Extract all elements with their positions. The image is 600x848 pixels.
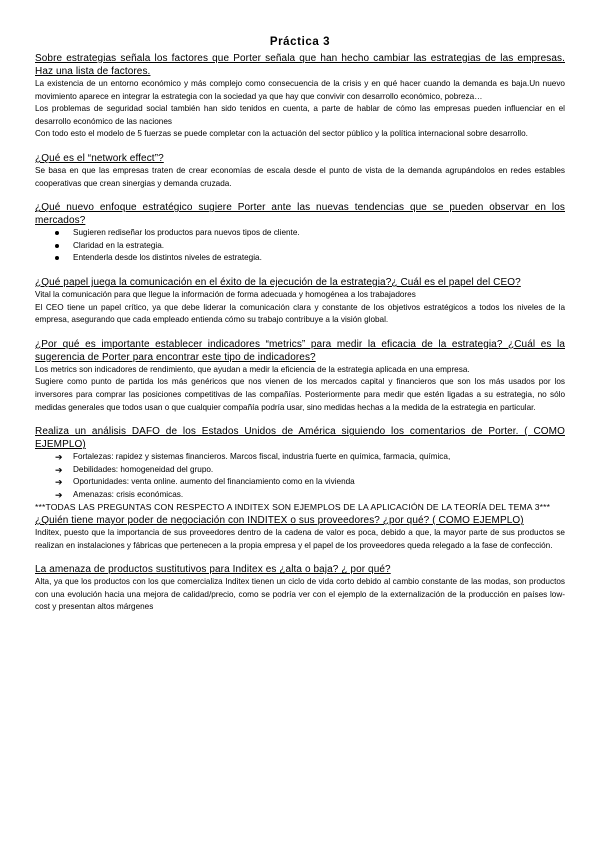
list-item: Sugieren rediseñar los productos para nuevos tipos de cliente. xyxy=(35,227,565,240)
right-arrow-icon: ➔ xyxy=(55,464,63,475)
list-item: ➔ Amenazas: crisis económicas. xyxy=(55,489,184,500)
list-item: ➔ Fortalezas: rapidez y sistemas financieros. Marcos fiscal, industria fuerte en química, farmacia, química, xyxy=(55,452,451,463)
list-item: ➔ Oportunidades: venta online. aumento del financiamiento como en la vivienda xyxy=(55,477,355,488)
bullet-dot-icon xyxy=(55,227,67,240)
question-bargaining-power: ¿Quién tiene mayor poder de negociación con INDITEX o sus proveedores? ¿por qué? ( COMO EJEMPLO) xyxy=(35,515,524,527)
answer-paragraph: Alta, ya que los productos con los que comercializa Inditex tienen un ciclo de vida corto debido al cambio constante de las modas, son productos con una evolución hacia una mejora de calidad/precio, como se podría ver con el ejemplo de la externalización de la producción en países low-cost y presentan altos márgenes xyxy=(35,577,565,612)
question-communication: ¿Qué papel juega la comunicación en el éxito de la ejecución de la estrategia?¿ Cuál es el papel del CEO? xyxy=(35,276,521,288)
answer-paragraph: Con todo esto el modelo de 5 fuerzas se puede completar con la actuación del sector público y la política internacional sobre desarrollo. xyxy=(35,129,528,139)
list-item: Claridad en la estrategia. xyxy=(35,240,565,253)
inditex-note: ***TODAS LAS PREGUNTAS CON RESPECTO A INDITEX SON EJEMPLOS DE LA APLICACIÓN DE LA TEORÍA DEL TEMA 3*** xyxy=(35,502,551,513)
page-title: Práctica 3 xyxy=(269,36,331,48)
answer-paragraph: Los metrics son indicadores de rendimiento, que ayudan a medir la eficiencia de la estrategia aplicada en una empresa. xyxy=(35,364,470,374)
question-substitutes: La amenaza de productos sustitutivos para Inditex es ¿alta o baja? ¿ por qué? xyxy=(35,564,391,576)
answer-paragraph: Los problemas de seguridad social también han sido tenidos en cuenta, a parte de hablar de cómo las empresas pueden influenciar en el desarrollo económico de las naciones xyxy=(35,104,565,126)
question-strategic-approach: ¿Qué nuevo enfoque estratégico sugiere Porter ante las nuevas tendencias que se pueden observar en los mercados? xyxy=(35,202,565,227)
document-page xyxy=(35,36,565,614)
right-arrow-icon: ➔ xyxy=(55,489,63,500)
answer-paragraph: Vital la comunicación para que llegue la información de forma adecuada y homogénea a los trabajadores xyxy=(35,289,416,299)
question-factors: Sobre estrategias señala los factores que Porter señala que han hecho cambiar las estrategias de las empresas. Haz una lista de factores. xyxy=(35,53,565,77)
question-dafo: Realiza un análisis DAFO de los Estados Unidos de América siguiendo los comentarios de Porter. ( COMO EJEMPLO) xyxy=(35,426,565,451)
answer-paragraph: Se basa en que las empresas traten de crear economías de escala desde el punto de vista de la demanda agrupándolos en redes estables cooperativas que crean sinergias y demanda cruzada. xyxy=(35,165,565,188)
right-arrow-icon: ➔ xyxy=(55,452,63,463)
answer-paragraph: La existencia de un entorno económico y más complejo como consecuencia de la crisis y en qué hacer cuando la demanda es baja.Un nuevo movimiento aparece en integrar la estrategia con la sociedad ya que hay que convivir con desarrollo económico, pobreza… xyxy=(35,79,565,101)
bullet-dot-icon xyxy=(55,240,67,253)
right-arrow-icon: ➔ xyxy=(55,477,63,488)
answer-paragraph: Sugiere como punto de partida los más genéricos que nos vienen de los mercados capital y financieros que son los más usados por los inversores para comprar las posiciones competitivas de las compañías. Posteriormente para medir que estén ligadas a su estrategia, no sólo medidas generales que todos usan o que cualquier compañía podría usar, sino medidas hechas a la medida de la estrategia en particular. xyxy=(35,377,565,412)
bullet-dot-icon xyxy=(55,252,67,265)
list-item: ➔ Debilidades: homogeneidad del grupo. xyxy=(55,464,214,475)
list-item: Entenderla desde los distintos niveles de estrategia. xyxy=(35,252,565,265)
answer-paragraph: Inditex, puesto que la importancia de sus proveedores dentro de la cadena de valor es poca, debido a que, la mayor parte de sus productos se realizan en instalaciones y fábricas que pertenecen a la propia empresa y el papel de los proveedores queda relegado a la fase de confección. xyxy=(35,528,565,550)
question-network-effect: ¿Qué es el “network effect”? xyxy=(35,152,164,164)
arrow-list xyxy=(35,451,565,501)
bullet-list xyxy=(35,227,565,265)
answer-paragraph: El CEO tiene un papel crítico, ya que debe liderar la comunicación clara y constante de los objetivos estratégicos a todos los niveles de la empresa, asegurando que cada empleado entienda cómo su trabajo contribuye a la visión global. xyxy=(35,302,565,325)
question-metrics: ¿Por qué es importante establecer indicadores “metrics” para medir la eficacia de la estrategia? ¿Cuál es la sugerencia de Porter para encontrar este tipo de indicadores? xyxy=(35,338,565,363)
